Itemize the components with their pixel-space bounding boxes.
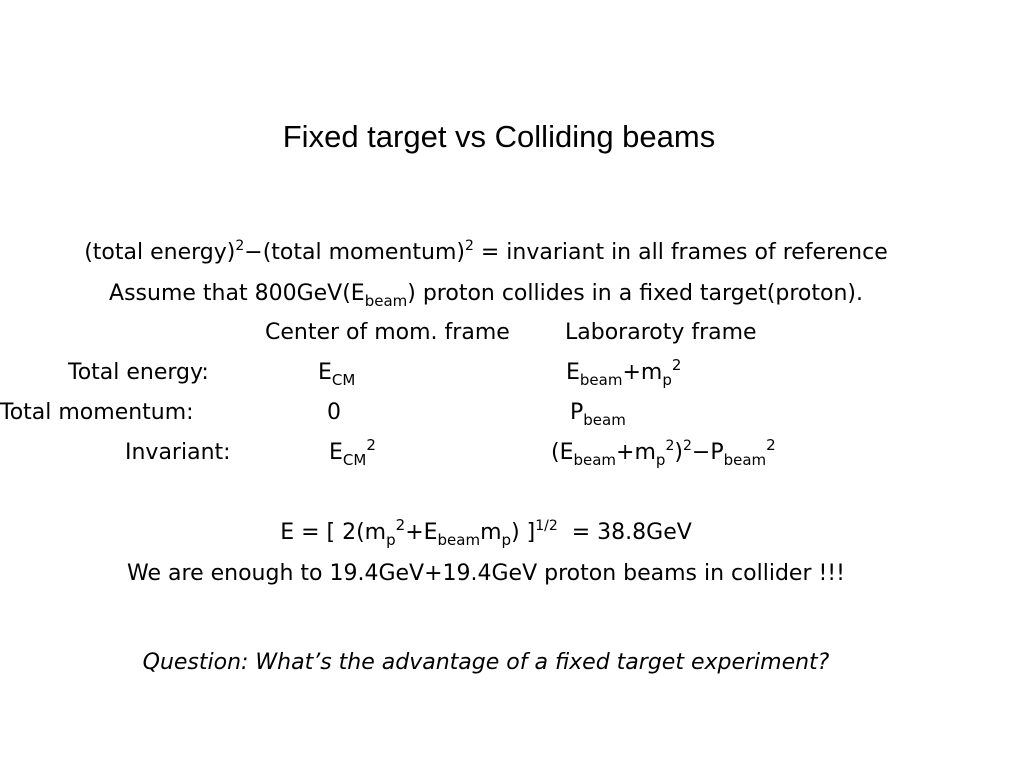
- cm-frame-header: Center of mom. frame: [265, 320, 510, 345]
- collider-statement: We are enough to 19.4GeV+19.4GeV proton beams in collider !!!: [127, 561, 845, 586]
- slide-title: Fixed target vs Colliding beams: [282, 119, 716, 154]
- total-momentum-label: Total momentum:: [0, 400, 194, 425]
- invariant-statement: (total energy)$^2$−(total momentum)$^2$ = invariant in all frames of reference: [84, 238, 888, 265]
- total-energy-lab: $E_{beam}+m_p^2$: [566, 356, 682, 389]
- question-text: Question: What’s the advantage of a fixed target experiment?: [142, 650, 830, 675]
- total-energy-cm: $E_{CM}$: [318, 360, 356, 389]
- assumption-statement: Assume that $800GeV(E_{beam})$ proton collides in a fixed target(proton).: [109, 281, 863, 310]
- total-energy-label: Total energy:: [68, 360, 209, 385]
- energy-formula: E = [ $2(m_p^2+E_{beam}m_p) ]^{1/2} = 38.8GeV$: [280, 516, 692, 549]
- lab-frame-header: Laboraroty frame: [565, 320, 757, 345]
- invariant-cm: $E_{CM}^2$: [329, 436, 376, 469]
- invariant-lab: $(E_{beam}+m_p^2)^2-P_{beam}^2$: [551, 436, 776, 469]
- total-momentum-cm: 0: [327, 400, 341, 425]
- invariant-label: Invariant:: [125, 440, 231, 465]
- total-momentum-lab: $P_{beam}$: [570, 400, 626, 429]
